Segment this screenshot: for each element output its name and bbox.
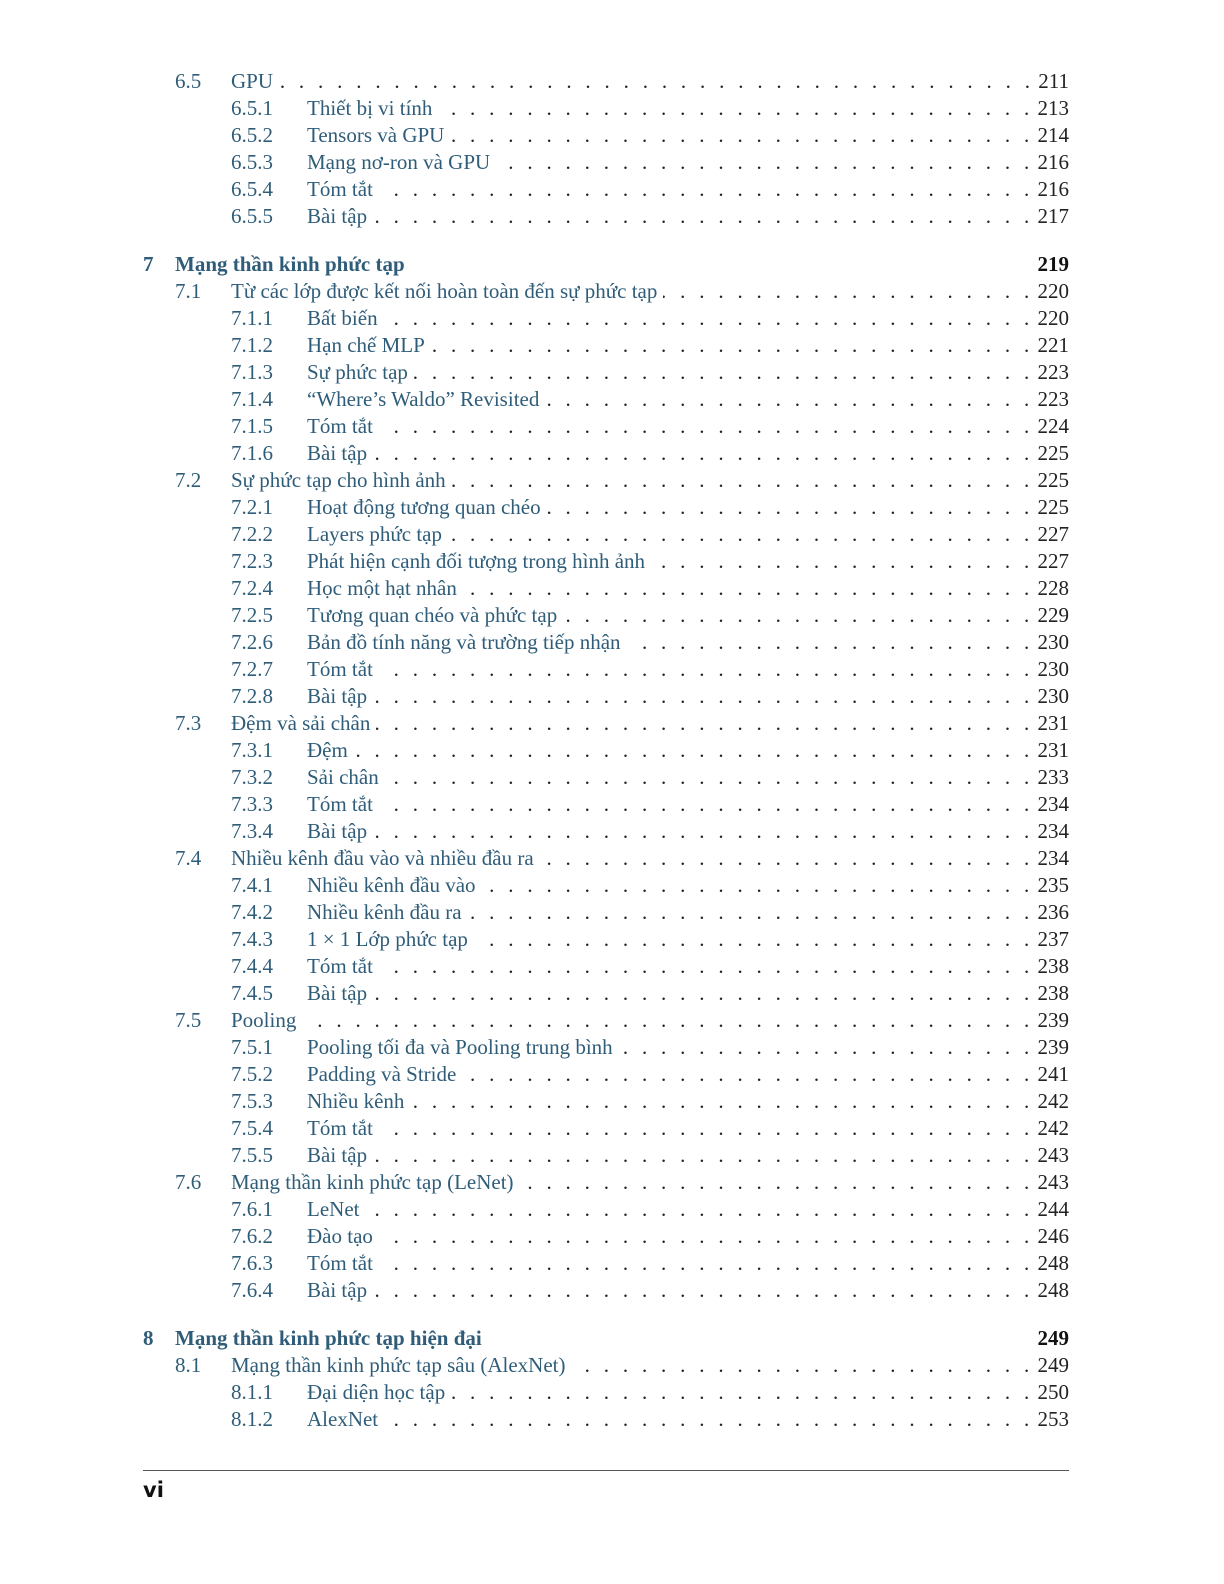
toc-section[interactable] — [143, 1352, 1069, 1379]
entry-title: Nhiều kênh — [307, 1089, 405, 1113]
entry-page: 243 — [1037, 1143, 1069, 1167]
entry-page: 227 — [1037, 522, 1069, 546]
entry-number: 7.6.2 — [231, 1224, 273, 1248]
dot-leader — [463, 575, 1034, 602]
entry-title: Bài tập — [307, 1278, 368, 1302]
entry-title: Pooling tối đa và Pooling trung bình — [307, 1035, 613, 1059]
entry-title: Tóm tắt — [307, 414, 373, 438]
dot-leader — [373, 203, 1033, 230]
entry-title: Học một hạt nhân — [307, 576, 457, 600]
entry-number: 7.2.7 — [231, 657, 273, 681]
dot-leader — [379, 656, 1034, 683]
entry-number: 7.1.1 — [231, 306, 273, 330]
toc-subsection[interactable] — [143, 494, 1069, 521]
dot-leader — [451, 1379, 1033, 1406]
dot-leader — [376, 710, 1033, 737]
entry-number: 7.2.4 — [231, 576, 273, 600]
entry-title: Tóm tắt — [307, 657, 373, 681]
entry-page: 242 — [1037, 1116, 1069, 1140]
entry-number: 7.5.3 — [231, 1089, 273, 1113]
entry-number: 6.5.3 — [231, 150, 273, 174]
entry-page: 248 — [1037, 1278, 1069, 1302]
entry-page: 248 — [1037, 1251, 1069, 1275]
toc-subsection[interactable] — [143, 548, 1069, 575]
entry-title: Hạn chế MLP — [307, 333, 425, 357]
table-of-contents — [143, 68, 1069, 1433]
toc-subsection[interactable] — [143, 521, 1069, 548]
entry-page: 229 — [1037, 603, 1069, 627]
entry-title: Sải chân — [307, 765, 379, 789]
dot-leader — [452, 467, 1034, 494]
toc-subsection[interactable] — [143, 818, 1069, 845]
entry-title: Đệm và sải chân — [231, 711, 371, 735]
toc-subsection[interactable] — [143, 953, 1069, 980]
entry-number: 7.4.3 — [231, 927, 273, 951]
entry-number: 6.5.4 — [231, 177, 273, 201]
entry-title: Bài tập — [307, 441, 368, 465]
toc-subsection[interactable] — [143, 149, 1069, 176]
toc-subsection[interactable] — [143, 575, 1069, 602]
entry-title: Tóm tắt — [307, 792, 373, 816]
toc-subsection[interactable] — [143, 1250, 1069, 1277]
toc-subsection[interactable] — [143, 176, 1069, 203]
toc-subsection[interactable] — [143, 629, 1069, 656]
entry-title: Mạng nơ-ron và GPU — [307, 150, 491, 174]
toc-subsection[interactable] — [143, 1196, 1069, 1223]
entry-number: 7.6.4 — [231, 1278, 273, 1302]
dot-leader — [373, 818, 1033, 845]
dot-leader — [496, 149, 1033, 176]
entry-page: 230 — [1037, 630, 1069, 654]
dot-leader — [571, 1352, 1033, 1379]
dot-leader — [545, 386, 1033, 413]
entry-number: 6.5.1 — [231, 96, 273, 120]
toc-subsection[interactable] — [143, 1142, 1069, 1169]
entry-number: 7.2.5 — [231, 603, 273, 627]
entry-page: 244 — [1037, 1197, 1069, 1221]
entry-page: 213 — [1037, 96, 1069, 120]
entry-page: 253 — [1037, 1407, 1069, 1431]
entry-page: 236 — [1037, 900, 1069, 924]
entry-number: 7.4.2 — [231, 900, 273, 924]
entry-page: 249 — [1037, 1353, 1069, 1377]
dot-leader — [302, 1007, 1033, 1034]
entry-page: 249 — [1037, 1326, 1069, 1350]
toc-subsection[interactable] — [143, 203, 1069, 230]
entry-page: 238 — [1037, 981, 1069, 1005]
dot-leader — [379, 791, 1034, 818]
entry-number: 7.5.2 — [231, 1062, 273, 1086]
toc-section[interactable] — [143, 845, 1069, 872]
entry-title: Sự phức tạp cho hình ảnh — [231, 468, 446, 492]
entry-page: 234 — [1037, 792, 1069, 816]
entry-number: 7.4.5 — [231, 981, 273, 1005]
entry-number: 7.2.3 — [231, 549, 273, 573]
toc-subsection[interactable] — [143, 764, 1069, 791]
entry-page: 216 — [1037, 150, 1069, 174]
entry-number: 7.4 — [175, 846, 202, 870]
entry-page: 225 — [1037, 468, 1069, 492]
entry-number: 8.1.1 — [231, 1380, 273, 1404]
entry-title: Bài tập — [307, 981, 368, 1005]
entry-page: 223 — [1037, 360, 1069, 384]
entry-number: 7.4.1 — [231, 873, 273, 897]
entry-title: Pooling — [231, 1008, 297, 1032]
entry-title: Thiết bị vi tính — [307, 96, 433, 120]
entry-page: 216 — [1037, 177, 1069, 201]
entry-title: Từ các lớp được kết nối hoàn toàn đến sự phức tạp — [231, 279, 658, 303]
entry-title: Bài tập — [307, 684, 368, 708]
dot-leader — [373, 1142, 1033, 1169]
dot-leader — [279, 68, 1034, 95]
toc-subsection[interactable] — [143, 656, 1069, 683]
entry-title: 1 × 1 Lớp phức tạp — [307, 927, 468, 951]
entry-page: 231 — [1037, 738, 1069, 762]
entry-page: 234 — [1037, 846, 1069, 870]
entry-title: Tóm tắt — [307, 1251, 373, 1275]
entry-page: 221 — [1037, 333, 1069, 357]
entry-title: Mạng thần kinh phức tạp hiện đại — [175, 1326, 482, 1350]
dot-leader — [431, 332, 1034, 359]
toc-subsection[interactable] — [143, 1115, 1069, 1142]
page-number: vi — [143, 1478, 164, 1502]
entry-number: 6.5 — [175, 69, 202, 93]
toc-section[interactable] — [143, 1169, 1069, 1196]
entry-title: Phát hiện cạnh đối tượng trong hình ảnh — [307, 549, 646, 573]
entry-title: Bài tập — [307, 204, 368, 228]
entry-page: 239 — [1037, 1008, 1069, 1032]
entry-title: AlexNet — [307, 1407, 379, 1431]
entry-number: 7.3.3 — [231, 792, 273, 816]
toc-subsection[interactable] — [143, 1223, 1069, 1250]
entry-number: 7.5.5 — [231, 1143, 273, 1167]
toc-subsection[interactable] — [143, 359, 1069, 386]
dot-leader — [384, 305, 1034, 332]
entry-page: 223 — [1037, 387, 1069, 411]
dot-leader — [663, 278, 1033, 305]
entry-title: Bài tập — [307, 819, 368, 843]
dot-leader — [540, 845, 1034, 872]
dot-leader — [379, 176, 1034, 203]
entry-page: 220 — [1037, 306, 1069, 330]
entry-page: 241 — [1037, 1062, 1069, 1086]
entry-title: GPU — [231, 69, 274, 93]
toc-subsection[interactable] — [143, 1277, 1069, 1304]
toc-subsection[interactable] — [143, 1379, 1069, 1406]
entry-number: 7 — [143, 252, 154, 276]
entry-page: 237 — [1037, 927, 1069, 951]
dot-leader — [379, 1223, 1034, 1250]
toc-subsection[interactable] — [143, 122, 1069, 149]
toc-subsection[interactable] — [143, 980, 1069, 1007]
toc-subsection[interactable] — [143, 332, 1069, 359]
dot-leader — [385, 764, 1034, 791]
toc-subsection[interactable] — [143, 926, 1069, 953]
dot-leader — [482, 872, 1034, 899]
entry-number: 7.5.4 — [231, 1116, 273, 1140]
entry-page: 239 — [1037, 1035, 1069, 1059]
dot-leader — [651, 548, 1033, 575]
dot-leader — [373, 440, 1033, 467]
toc-section[interactable] — [143, 1007, 1069, 1034]
entry-title: Đệm — [307, 738, 348, 762]
entry-number: 7.1.5 — [231, 414, 273, 438]
entry-number: 8 — [143, 1326, 154, 1350]
entry-title: Nhiều kênh đầu vào — [307, 873, 476, 897]
entry-title: Bài tập — [307, 1143, 368, 1167]
entry-page: 225 — [1037, 441, 1069, 465]
entry-title: Tóm tắt — [307, 177, 373, 201]
dot-leader — [379, 953, 1034, 980]
entry-number: 7.2 — [175, 468, 202, 492]
toc-subsection[interactable] — [143, 1034, 1069, 1061]
entry-title: Bất biến — [307, 306, 378, 330]
toc-section[interactable] — [143, 68, 1069, 95]
toc-section[interactable] — [143, 710, 1069, 737]
entry-number: 7.1.2 — [231, 333, 273, 357]
entry-page: 225 — [1037, 495, 1069, 519]
entry-title: Đào tạo — [307, 1224, 373, 1248]
entry-number: 7.3.4 — [231, 819, 273, 843]
entry-title: Tương quan chéo và phức tạp — [307, 603, 558, 627]
entry-title: Đại diện học tập — [307, 1380, 446, 1404]
toc-subsection[interactable] — [143, 1406, 1069, 1433]
entry-number: 7.5.1 — [231, 1035, 273, 1059]
toc-subsection[interactable] — [143, 602, 1069, 629]
entry-number: 7.6 — [175, 1170, 202, 1194]
entry-page: 246 — [1037, 1224, 1069, 1248]
entry-title: Hoạt động tương quan chéo — [307, 495, 541, 519]
toc-subsection[interactable] — [143, 1061, 1069, 1088]
dot-leader — [438, 95, 1033, 122]
dot-leader — [468, 899, 1034, 926]
entry-number: 7.2.6 — [231, 630, 273, 654]
entry-number: 8.1.2 — [231, 1407, 273, 1431]
entry-page: 250 — [1037, 1380, 1069, 1404]
entry-page: 217 — [1037, 204, 1069, 228]
entry-number: 7.1 — [175, 279, 202, 303]
entry-title: LeNet — [307, 1197, 360, 1221]
toc-subsection[interactable] — [143, 791, 1069, 818]
toc-subsection[interactable] — [143, 899, 1069, 926]
entry-page: 233 — [1037, 765, 1069, 789]
entry-page: 211 — [1038, 69, 1069, 93]
entry-page: 220 — [1037, 279, 1069, 303]
entry-number: 7.1.6 — [231, 441, 273, 465]
entry-title: Sự phức tạp — [307, 360, 408, 384]
entry-title: Nhiều kênh đầu ra — [307, 900, 462, 924]
dot-leader — [373, 683, 1033, 710]
entry-page: 230 — [1037, 657, 1069, 681]
dot-leader — [474, 926, 1034, 953]
entry-page: 224 — [1037, 414, 1069, 438]
entry-number: 7.6.3 — [231, 1251, 273, 1275]
dot-leader — [384, 1406, 1033, 1433]
entry-title: Mạng thần kinh phức tạp sâu (AlexNet) — [231, 1353, 566, 1377]
dot-leader — [627, 629, 1034, 656]
entry-number: 7.1.4 — [231, 387, 273, 411]
entry-page: 238 — [1037, 954, 1069, 978]
dot-leader — [373, 980, 1033, 1007]
entry-title: Tóm tắt — [307, 1116, 373, 1140]
entry-number: 7.2.8 — [231, 684, 273, 708]
toc-subsection[interactable] — [143, 737, 1069, 764]
entry-title: Bản đồ tính năng và trường tiếp nhận — [307, 630, 621, 654]
toc-section[interactable] — [143, 467, 1069, 494]
entry-page: 227 — [1037, 549, 1069, 573]
toc-chapter[interactable] — [143, 1325, 1069, 1352]
entry-number: 7.3.1 — [231, 738, 273, 762]
toc-subsection[interactable] — [143, 440, 1069, 467]
dot-leader — [520, 1169, 1034, 1196]
toc-subsection[interactable] — [143, 413, 1069, 440]
dot-leader — [547, 494, 1034, 521]
toc-subsection[interactable] — [143, 305, 1069, 332]
toc-section[interactable] — [143, 278, 1069, 305]
entry-page: 230 — [1037, 684, 1069, 708]
entry-title: Tensors và GPU — [307, 123, 445, 147]
dot-leader — [462, 1061, 1033, 1088]
entry-page: 214 — [1037, 123, 1069, 147]
entry-page: 243 — [1037, 1170, 1069, 1194]
dot-leader — [448, 521, 1034, 548]
dot-leader — [365, 1196, 1033, 1223]
dot-leader — [379, 413, 1034, 440]
entry-page: 231 — [1037, 711, 1069, 735]
entry-number: 7.6.1 — [231, 1197, 273, 1221]
toc-subsection[interactable] — [143, 872, 1069, 899]
entry-page: 234 — [1037, 819, 1069, 843]
entry-number: 7.3.2 — [231, 765, 273, 789]
toc-subsection[interactable] — [143, 386, 1069, 413]
dot-leader — [373, 1277, 1033, 1304]
dot-leader — [354, 737, 1034, 764]
entry-number: 7.4.4 — [231, 954, 273, 978]
entry-title: Layers phức tạp — [307, 522, 442, 546]
entry-title: Mạng thần kinh phức tạp (LeNet) — [231, 1170, 514, 1194]
toc-chapter[interactable] — [143, 251, 1069, 278]
entry-number: 7.2.1 — [231, 495, 273, 519]
dot-leader — [563, 602, 1033, 629]
dot-leader — [379, 1250, 1034, 1277]
entry-title: Nhiều kênh đầu vào và nhiều đầu ra — [231, 846, 534, 870]
entry-page: 219 — [1037, 252, 1069, 276]
dot-leader — [450, 122, 1033, 149]
entry-page: 235 — [1037, 873, 1069, 897]
entry-title: Mạng thần kinh phức tạp — [175, 252, 405, 276]
entry-page: 242 — [1037, 1089, 1069, 1113]
toc-subsection[interactable] — [143, 683, 1069, 710]
entry-number: 6.5.5 — [231, 204, 273, 228]
entry-title: Tóm tắt — [307, 954, 373, 978]
toc-subsection[interactable] — [143, 95, 1069, 122]
entry-number: 7.5 — [175, 1008, 202, 1032]
footer-rule — [143, 1470, 1069, 1471]
entry-title: Padding và Stride — [307, 1062, 457, 1086]
entry-title: “Where’s Waldo” Revisited — [307, 387, 540, 411]
dot-leader — [379, 1115, 1034, 1142]
entry-number: 7.1.3 — [231, 360, 273, 384]
entry-number: 7.3 — [175, 711, 202, 735]
dot-leader — [619, 1034, 1034, 1061]
toc-subsection[interactable] — [143, 1088, 1069, 1115]
entry-number: 8.1 — [175, 1353, 202, 1377]
entry-number: 6.5.2 — [231, 123, 273, 147]
dot-leader — [414, 359, 1034, 386]
entry-number: 7.2.2 — [231, 522, 273, 546]
entry-page: 228 — [1037, 576, 1069, 600]
dot-leader — [410, 1088, 1033, 1115]
